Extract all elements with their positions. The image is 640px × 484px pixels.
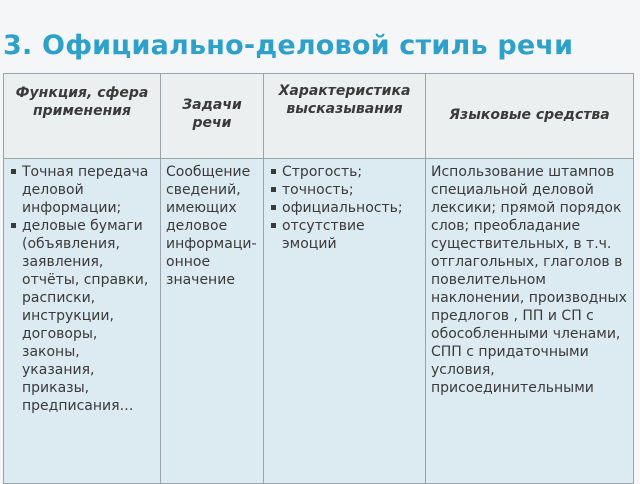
tasks-text: Сообщение сведений, имеющих деловое информаци-онное значение (166, 164, 257, 288)
list-item: деловые бумаги (объявления, заявления, отчёты, справки, расписки, инструкции, договоры, законы, указания, приказы, предписания… (22, 217, 156, 415)
cell-functions (4, 159, 161, 484)
list-item: Точная передача деловой информации; (22, 163, 156, 217)
list-item: отсутствие эмоций (282, 217, 421, 253)
cell-tasks (161, 159, 264, 484)
cell-language-means (426, 159, 634, 484)
functions-list (9, 163, 156, 415)
list-item: Строгость; (282, 163, 421, 181)
table-row (4, 159, 634, 484)
characteristics-list (269, 163, 421, 253)
header-tasks: Задачи речи (161, 74, 264, 159)
header-language-means: Языковые средства (426, 74, 634, 159)
cell-characteristics (264, 159, 426, 484)
style-table (3, 73, 634, 484)
page-title: 3. Официально-деловой стиль речи (3, 30, 574, 61)
list-item: точность; (282, 181, 421, 199)
language-means-text: Использование штампов специальной деловой лексики; прямой порядок слов; преобладание существительных, в т.ч. отглагольных, глаголов в повелительном наклонении, производных предлогов , ПП и СП с обособленными членами, СПП с придаточными условия, присоединительными (431, 164, 627, 396)
header-characteristics: Характеристика высказывания (264, 74, 426, 159)
list-item: официальность; (282, 199, 421, 217)
table-header-row (4, 74, 634, 159)
header-function: Функция, сфера применения (4, 74, 161, 159)
